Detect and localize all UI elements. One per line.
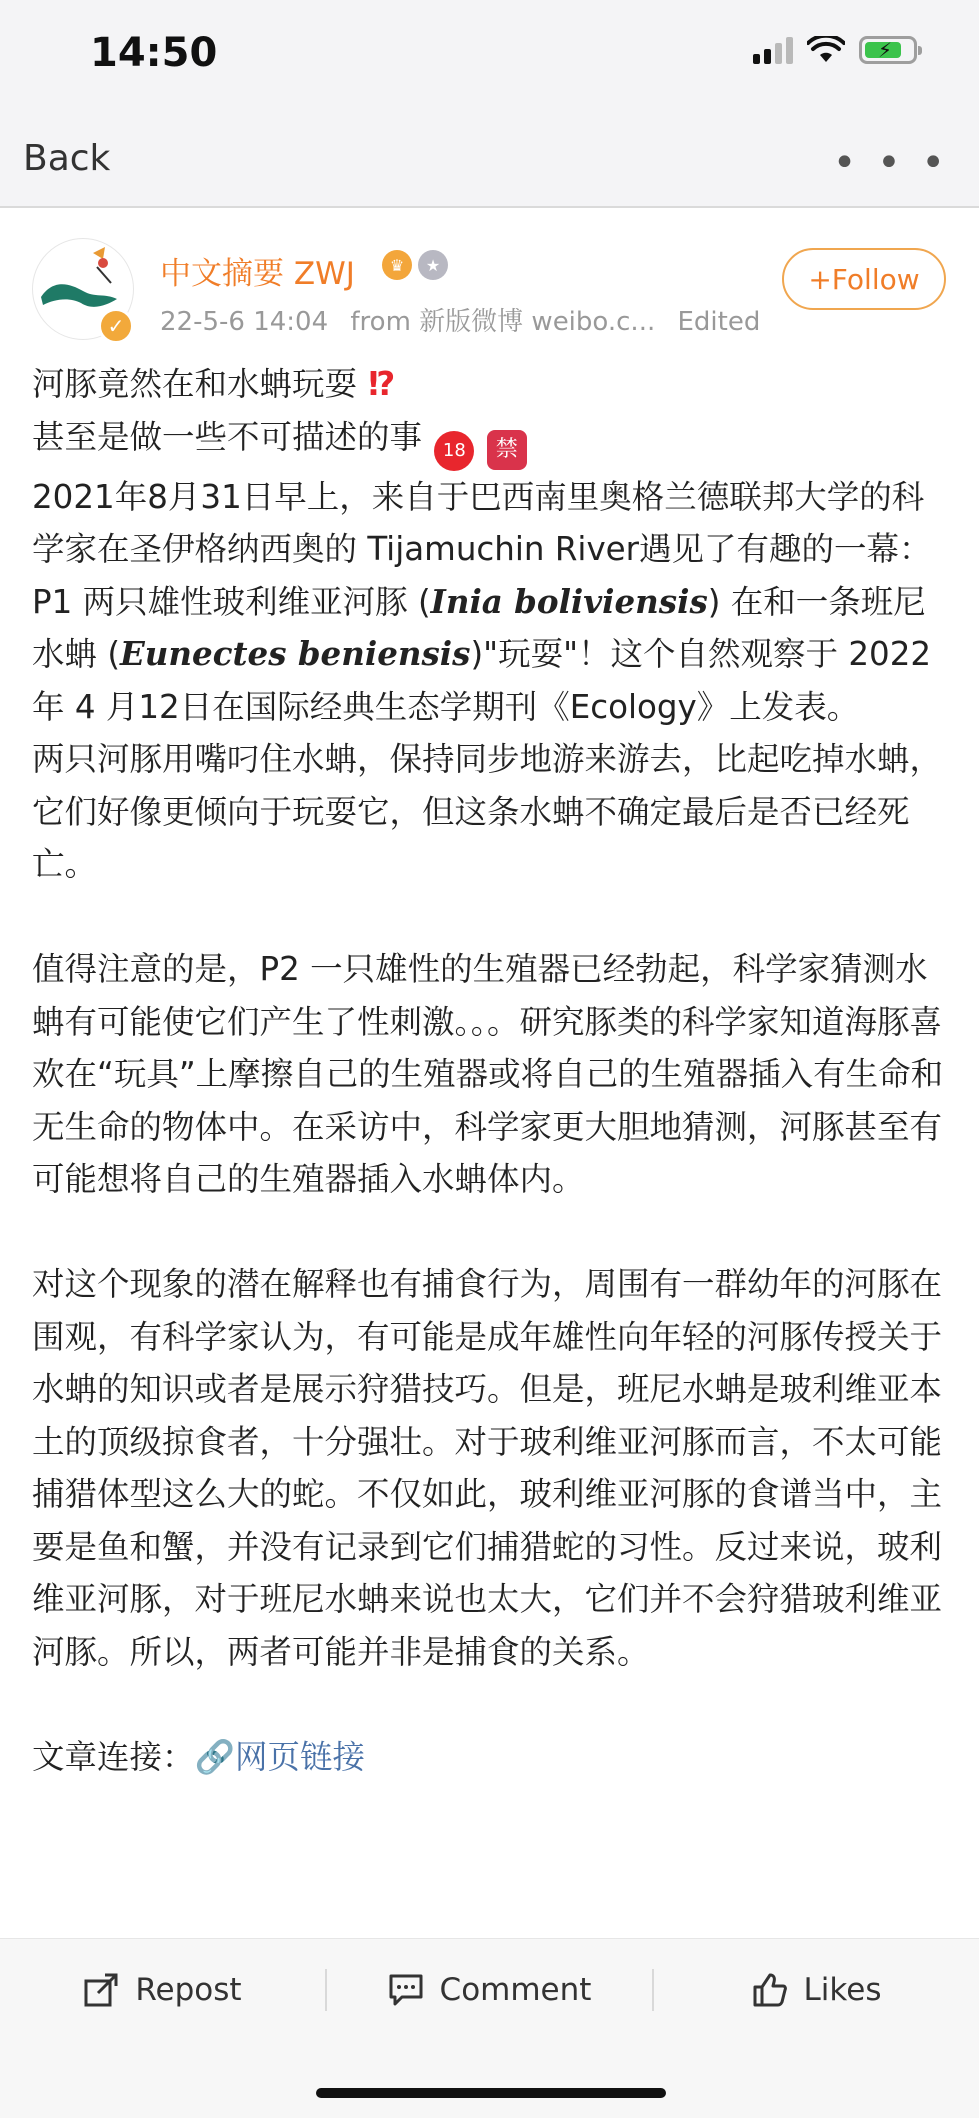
status-icons [753,36,917,64]
link-prefix: 文章连接： [32,1737,195,1776]
comment-label: Comment [439,1972,592,2008]
repost-label: Repost [135,1972,242,2008]
post-content [32,358,948,1783]
post-meta [160,301,774,338]
article-link-line [32,1731,948,1784]
species-name-1: Inia boliviensis [430,581,708,621]
medal-badge-icon: ★ [418,250,448,280]
line-1-text: 河豚竟然在和水蚺玩耍 [32,365,358,403]
paragraph-2: 两只河豚用嘴叼住水蚺，保持同步地游来游去，比起吃掉水蚺，它们好像更倾向于玩耍它，但这条水蚺不确定最后是否已经死亡。 [32,740,943,883]
likes-label: Likes [803,1972,882,2008]
verified-badge-icon: ✓ [98,308,134,344]
back-button[interactable]: Back [23,138,111,179]
more-options-button[interactable]: • • • [832,140,949,186]
battery-icon: ⚡ [859,36,917,64]
bottom-safe-area [0,2040,979,2118]
action-bar [0,1938,979,2041]
status-bar [0,0,979,110]
post-line-2 [32,411,948,471]
likes-button[interactable] [654,1972,979,2008]
post-source[interactable]: from 新版微博 weibo.c... [350,307,656,337]
author-badges [382,250,448,280]
thumbs-up-icon [752,1972,788,2008]
para-1-part-c: )"玩耍"！这个自然观察于 2022 年 4 月12日在国际经典生态学期刊《Ecology》上发表。 [32,635,932,726]
author-name[interactable]: 中文摘要 ZWJ [160,256,355,292]
nav-bar [0,110,979,208]
follow-button[interactable]: +Follow [782,248,946,310]
paragraph-3: 值得注意的是，P2 一只雄性的生殖器已经勃起，科学家猜测水蚺有可能使它们产生了性刺激。。。研究豚类的科学家知道海豚喜欢在“玩具”上摩擦自己的生殖器或将自己的生殖器插入有生命和无生命的物体中。在采访中，科学家更大胆地猜测，河豚甚至有可能想将自己的生殖器插入水蚺体内。 [32,950,944,1198]
wifi-icon [807,36,845,64]
article-link[interactable]: 网页链接 [234,1737,365,1776]
comment-button[interactable] [327,1972,652,2008]
prohibited-icon: 禁 [487,430,527,470]
paragraph-4: 对这个现象的潜在解释也有捕食行为，周围有一群幼年的河豚在围观，有科学家认为，有可能是成年雄性向年轻的河豚传授关于水蚺的知识或者是展示狩猎技巧。但是，班尼水蚺是玻利维亚本土的顶级掠食者，十分强壮。对于玻利维亚河豚而言，不太可能捕猎体型这么大的蛇。不仅如此，玻利维亚河豚的食谱当中，主要是鱼和蟹，并没有记录到它们捕猎蛇的习性。反过来说，玻利维亚河豚，对于班尼水蚺来说也太大，它们并不会狩猎玻利维亚河豚。所以，两者可能并非是捕食的关系。 [32,1265,943,1671]
post-line-1 [32,358,948,411]
status-time: 14:50 [90,30,218,76]
link-icon[interactable]: 🔗 [194,1737,235,1776]
para-1-part-b: ) 在和一条班尼水蚺 ( [32,582,926,673]
no-under-18-icon: 18 [434,431,474,471]
line-2-text: 甚至是做一些不可描述的事 [32,417,423,456]
post-date: 22-5-6 14:04 [160,307,329,337]
species-name-2: Eunectes beniensis [120,634,471,673]
paragraph-1 [32,471,948,734]
edited-label[interactable]: Edited [677,307,761,337]
repost-button[interactable] [0,1972,325,2008]
post-header [0,208,979,348]
exclamation-question-icon: ⁉ [357,365,396,403]
comment-icon [388,1973,424,2007]
repost-icon [83,1972,119,2008]
crown-badge-icon: ♛ [382,250,412,280]
home-indicator[interactable] [316,2088,666,2098]
cellular-signal-icon [753,36,793,64]
para-1-part-a: 2021年8月31日早上，来自于巴西南里奥格兰德联邦大学的科学家在圣伊格纳西奥的 Tijamuchin River遇见了有趣的一幕：P1 两只雄性玻利维亚河豚 ( [32,477,932,621]
